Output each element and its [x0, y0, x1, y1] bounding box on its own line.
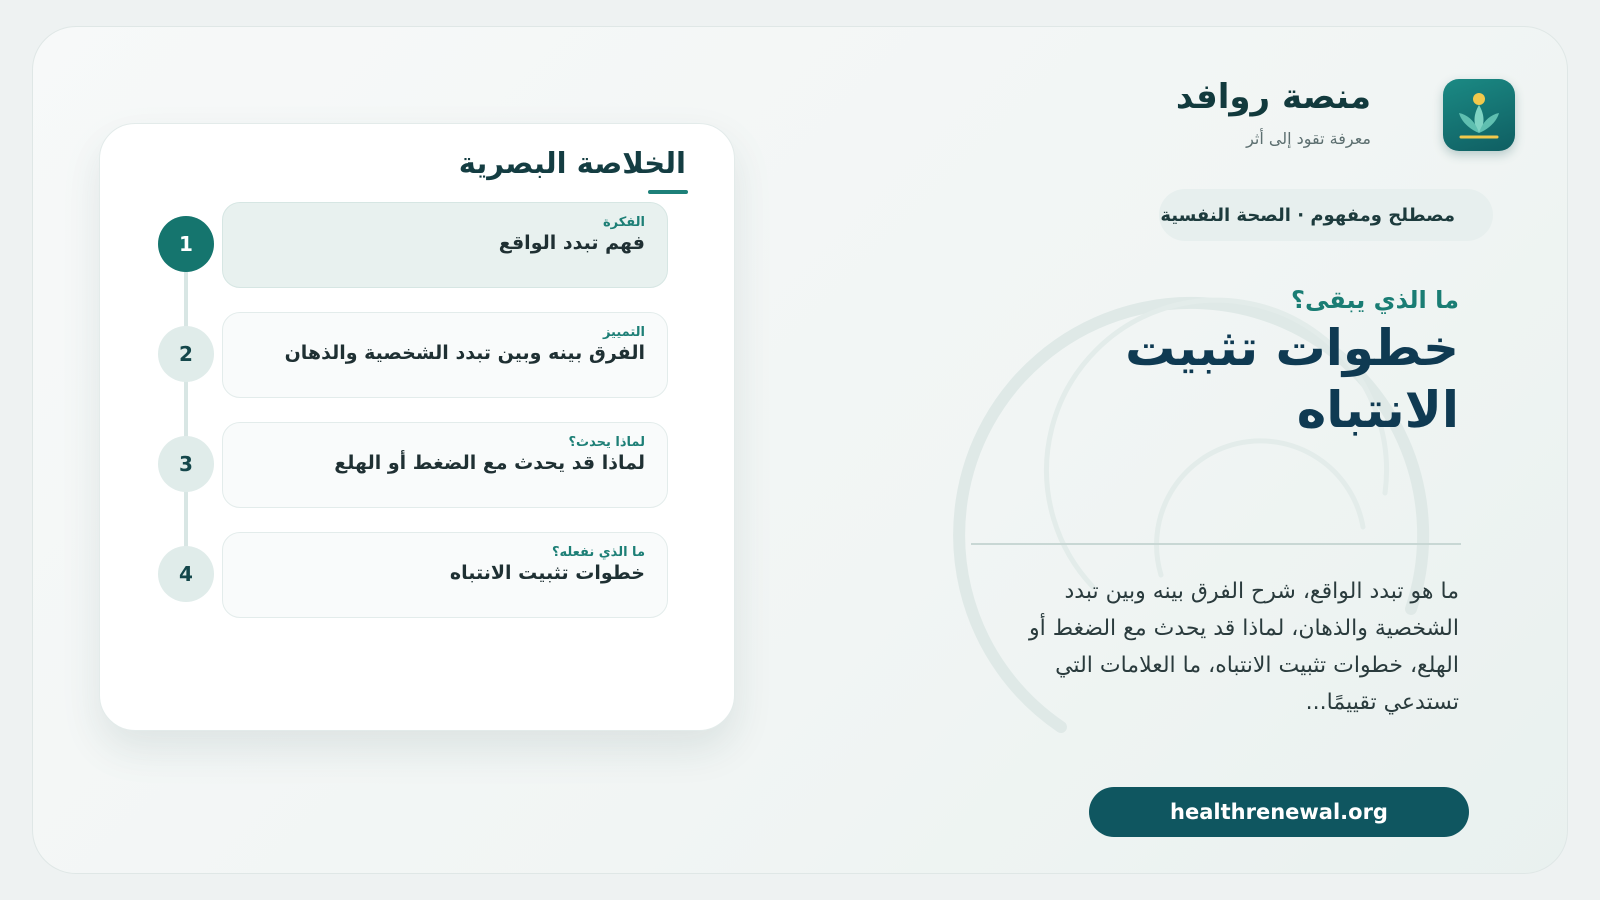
step-item[interactable] — [222, 202, 668, 288]
brand-name: منصة روافد — [1175, 77, 1371, 117]
step-text: خطوات تثبيت الانتباه — [449, 562, 645, 584]
divider — [971, 543, 1461, 545]
step-number: 1 — [158, 216, 214, 272]
step-item[interactable] — [222, 422, 668, 508]
step-text: فهم تبدد الواقع — [498, 232, 645, 254]
step-label: ما الذي نفعله؟ — [551, 545, 645, 560]
page-title: خطوات تثبيت الانتباه — [1125, 319, 1459, 439]
step-number: 3 — [158, 436, 214, 492]
eyebrow-question: ما الذي يبقى؟ — [1291, 286, 1459, 314]
category-pill: مصطلح ومفهوم · الصحة النفسية — [1159, 189, 1493, 241]
step-label: الفكرة — [602, 215, 645, 230]
page-frame — [32, 26, 1568, 874]
card-title: الخلاصة البصرية — [458, 146, 686, 180]
step-text: لماذا قد يحدث مع الضغط أو الهلع — [334, 452, 645, 474]
step-label: التمييز — [602, 325, 645, 340]
summary-text: ما هو تبدد الواقع، شرح الفرق بينه وبين تبدد الشخصية والذهان، لماذا قد يحدث مع الضغط أو الهلع، خطوات تثبيت الانتباه، ما العلامات التي تستدعي تقييمًا... — [1029, 579, 1459, 715]
step-number: 4 — [158, 546, 214, 602]
step-label: لماذا يحدث؟ — [568, 435, 645, 450]
website-link-button[interactable]: healthrenewal.org — [1089, 787, 1469, 837]
step-text: الفرق بينه وبين تبدد الشخصية والذهان — [284, 342, 645, 364]
step-item[interactable] — [222, 312, 668, 398]
brand-logo-icon — [1443, 79, 1515, 151]
steps-connector-line — [184, 244, 188, 574]
visual-summary-card — [99, 123, 735, 731]
card-title-underline — [648, 190, 688, 194]
step-item[interactable] — [222, 532, 668, 618]
step-number: 2 — [158, 326, 214, 382]
brand-tagline: معرفة تقود إلى أثر — [1246, 129, 1371, 148]
